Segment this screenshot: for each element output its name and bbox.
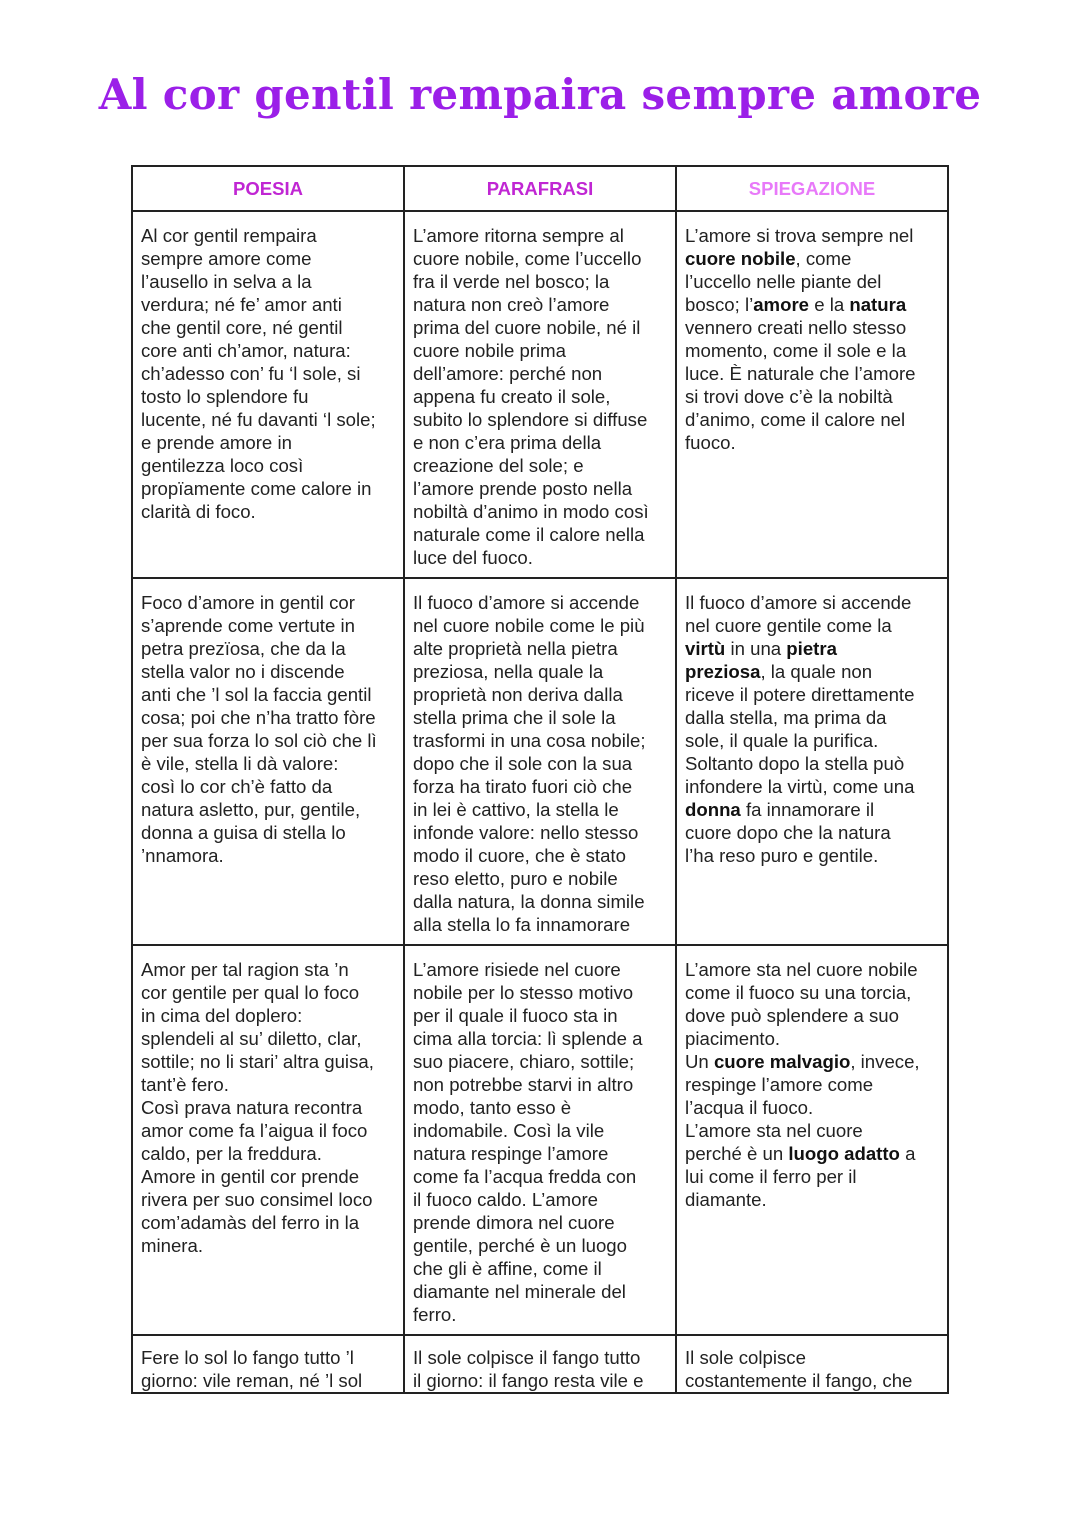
header-spiegazione: SPIEGAZIONE: [676, 166, 948, 211]
cell-poesia: Al cor gentil rempaira sempre amore come l’ausello in selva a la verdura; né fe’ amor anti che gentil core, né gentil core anti ch’amor, natura: ch’adesso con’ fu ‘l sole, si tosto lo splendore fu lucente, né fu davanti ‘l sole; e prende amore in gentilezza loco così propïamente come calore in clarità di foco.: [132, 211, 404, 578]
cell-spiegazione: Il sole colpisce costantemente il fango, che: [676, 1335, 948, 1393]
header-row: [132, 166, 948, 211]
cell-poesia: Foco d’amore in gentil cor s’aprende come vertute in petra prezïosa, che da la stella valor no i discende anti che ’l sol la faccia gentil cosa; poi che n’ha tratto fòre per sua forza lo sol ciò che lì è vile, stella li dà valore: così lo cor ch’è fatto da natura asletto, pur, gentile, donna a guisa di stella lo ’nnamora.: [132, 578, 404, 945]
table-row: [132, 1335, 948, 1393]
cell-poesia: Amor per tal ragion sta ’n cor gentile per qual lo foco in cima del doplero: splendeli al su’ diletto, clar, sottile; no li stari’ altra guisa, tant’è fero. Così prava natura recontra amor come fa l’aigua il foco caldo, per la freddura. Amore in gentil cor prende rivera per suo consimel loco com’adamàs del ferro in la minera.: [132, 945, 404, 1335]
table-row: [132, 945, 948, 1335]
table-row: [132, 211, 948, 578]
cell-spiegazione: Il fuoco d’amore si accende nel cuore gentile come la virtù in una pietra preziosa, la quale non riceve il potere direttamente dalla stella, ma prima da sole, il quale la purifica. Soltanto dopo la stella può infondere la virtù, come una donna fa innamorare il cuore dopo che la natura l’ha reso puro e gentile.: [676, 578, 948, 945]
header-parafrasi: PARAFRASI: [404, 166, 676, 211]
poem-table: [131, 165, 949, 1394]
table-row: [132, 578, 948, 945]
cell-spiegazione: L’amore sta nel cuore nobile come il fuoco su una torcia, dove può splendere a suo piacimento. Un cuore malvagio, invece, respinge l’amore come l’acqua il fuoco. L’amore sta nel cuore perché è un luogo adatto a lui come il ferro per il diamante.: [676, 945, 948, 1335]
cell-parafrasi: L’amore risiede nel cuore nobile per lo stesso motivo per il quale il fuoco sta in cima alla torcia: lì splende a suo piacere, chiaro, sottile; non potrebbe starvi in altro modo, tanto esso è indomabile. Così la vile natura respinge l’amore come fa l’acqua fredda con il fuoco caldo. L’amore prende dimora nel cuore gentile, perché è un luogo che gli è affine, come il diamante nel minerale del ferro.: [404, 945, 676, 1335]
header-poesia: POESIA: [132, 166, 404, 211]
cell-poesia: Fere lo sol lo fango tutto ’l giorno: vile reman, né ’l sol: [132, 1335, 404, 1393]
cell-parafrasi: L’amore ritorna sempre al cuore nobile, come l’uccello fra il verde nel bosco; la natura non creò l’amore prima del cuore nobile, né il cuore nobile prima dell’amore: perché non appena fu creato il sole, subito lo splendore si diffuse e non c’era prima della creazione del sole; e l’amore prende posto nella nobiltà d’animo in modo così naturale come il calore nella luce del fuoco.: [404, 211, 676, 578]
cell-parafrasi: Il fuoco d’amore si accende nel cuore nobile come le più alte proprietà nella pietra preziosa, nella quale la proprietà non deriva dalla stella prima che il sole la trasformi in una cosa nobile; dopo che il sole con la sua forza ha tirato fuori ciò che in lei è cattivo, la stella le infonde valore: nello stesso modo il cuore, che è stato reso eletto, puro e nobile dalla natura, la donna simile alla stella lo fa innamorare: [404, 578, 676, 945]
cell-spiegazione: L’amore si trova sempre nel cuore nobile, come l’uccello nelle piante del bosco; l’amore e la natura vennero creati nello stesso momento, come il sole e la luce. È naturale che l’amore si trovi dove c’è la nobiltà d’animo, come il calore nel fuoco.: [676, 211, 948, 578]
cell-parafrasi: Il sole colpisce il fango tutto il giorno: il fango resta vile e: [404, 1335, 676, 1393]
document-title: Al cor gentil rempaira sempre amore: [98, 70, 982, 119]
